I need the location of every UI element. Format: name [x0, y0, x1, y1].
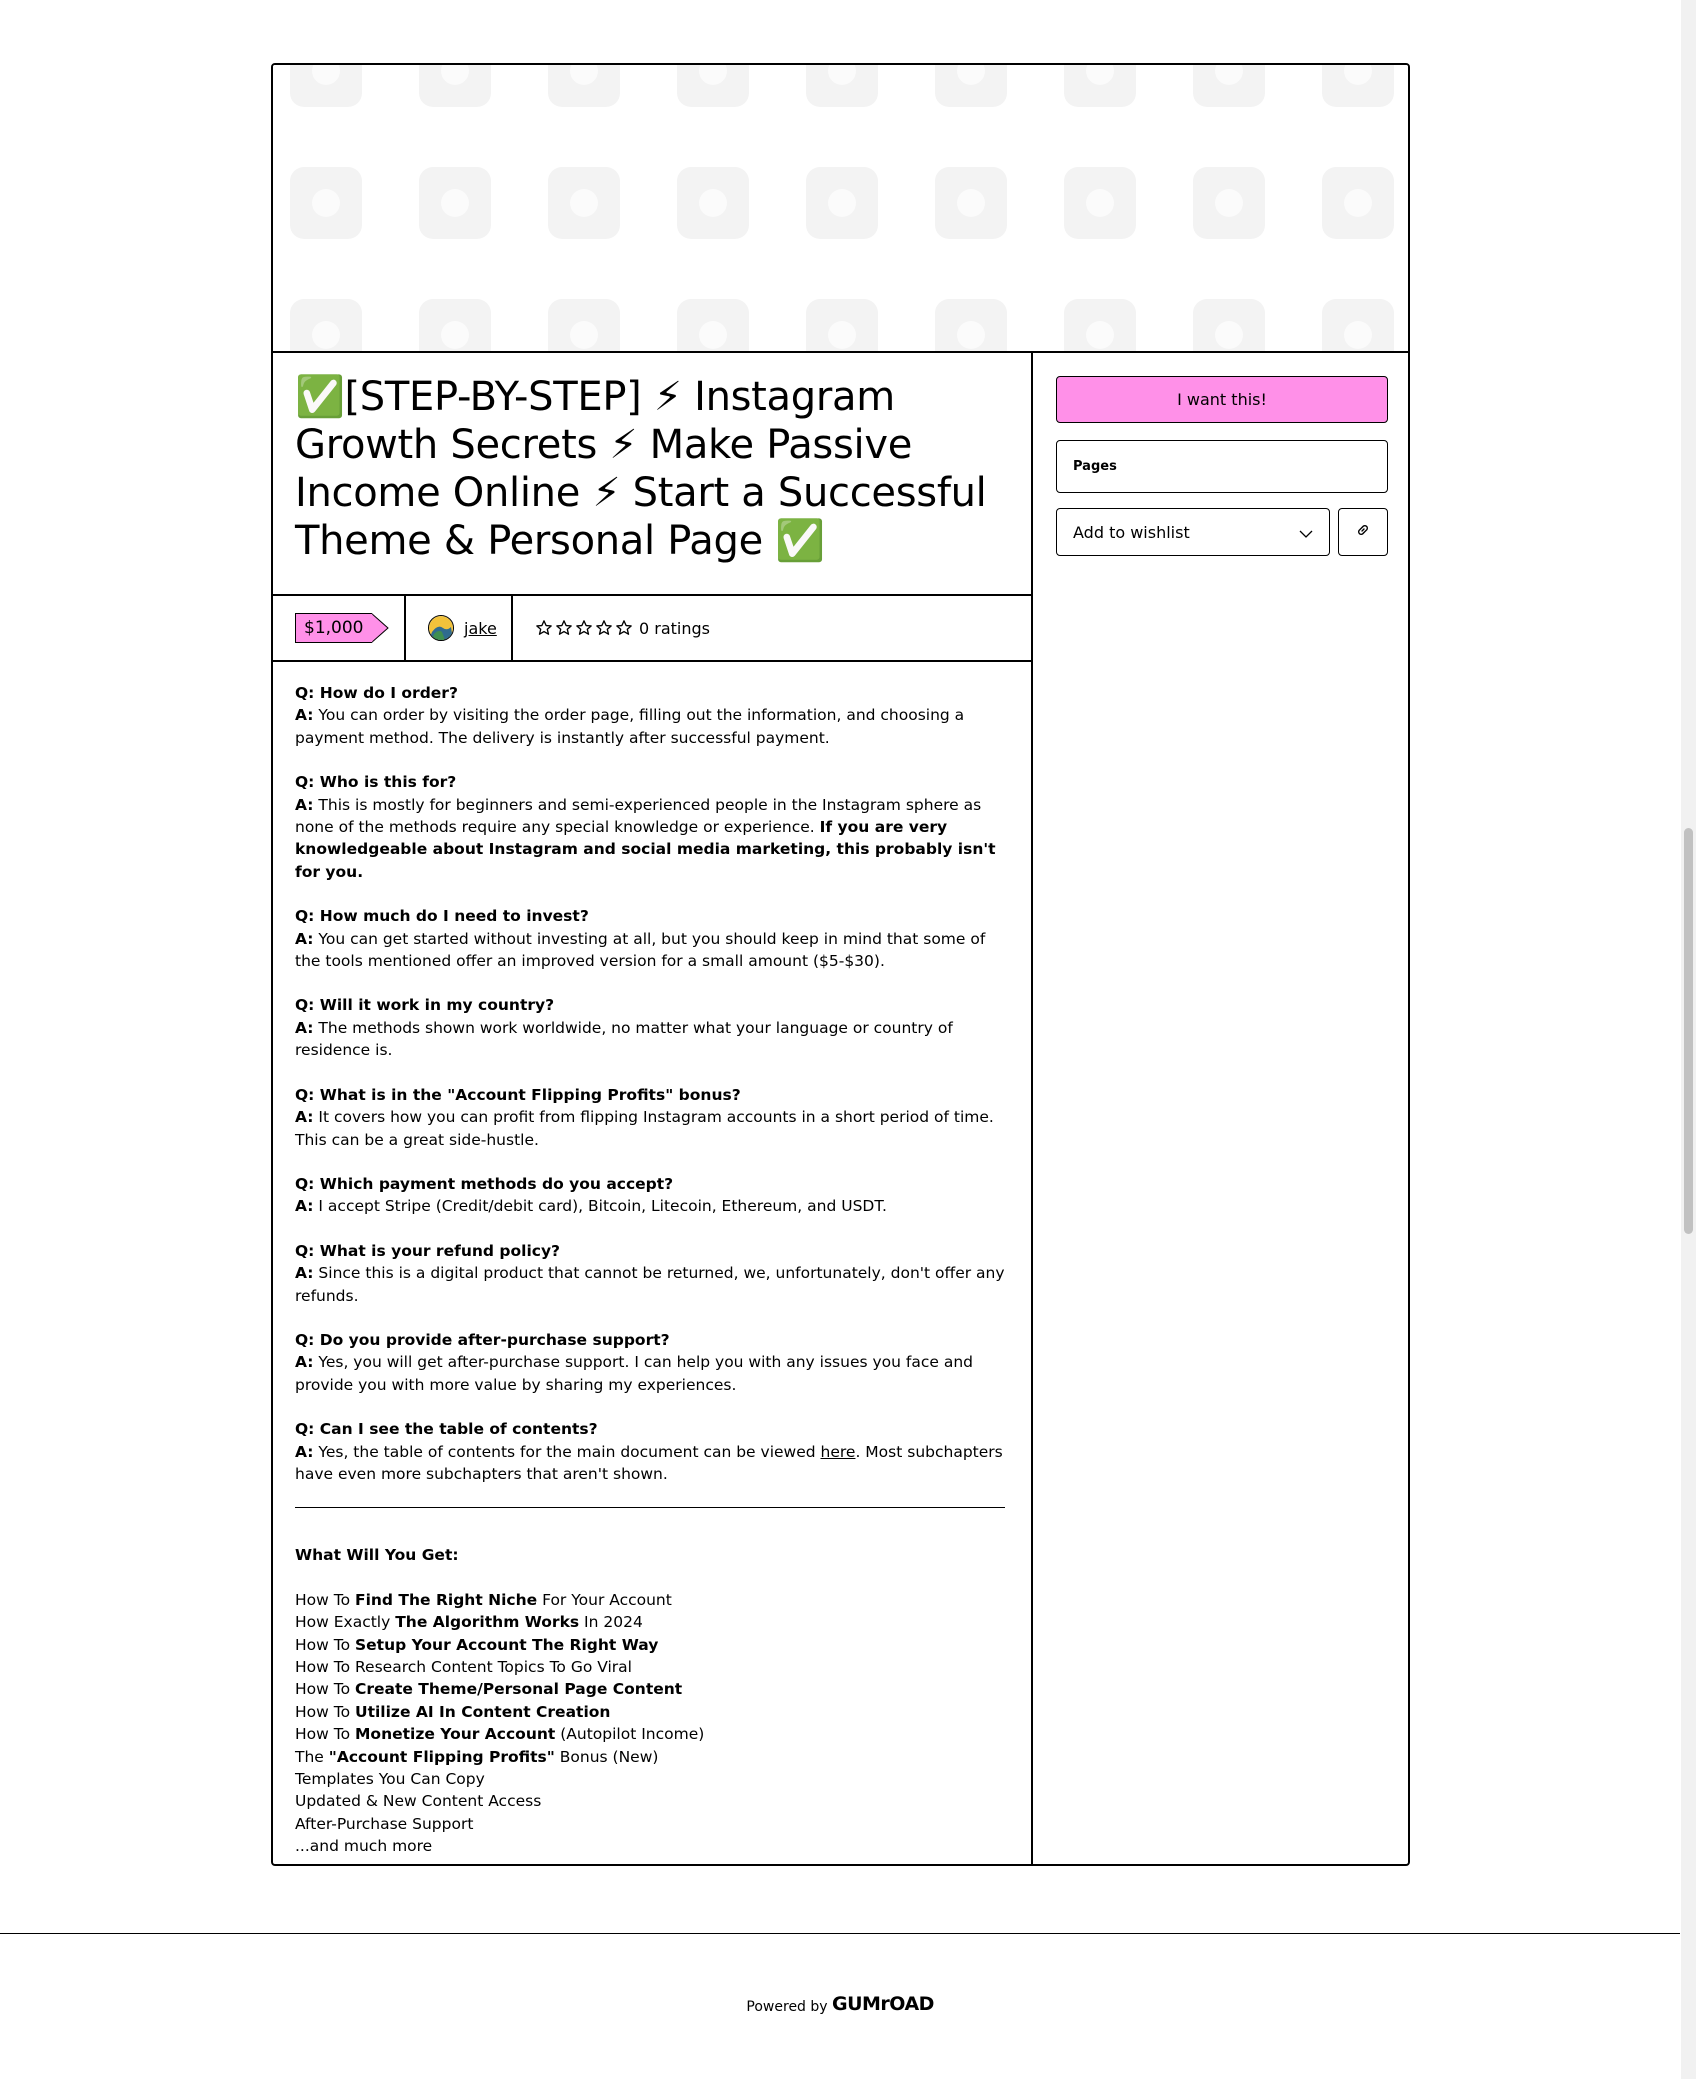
- faq-item: [295, 1418, 1010, 1485]
- text-run: For Your Account: [537, 1590, 672, 1609]
- text-run: How To: [295, 1680, 355, 1699]
- camera-icon: [419, 167, 491, 239]
- faq-answer: [295, 1017, 1010, 1062]
- faq-item: [295, 994, 1010, 1061]
- text-run: In 2024: [579, 1613, 643, 1632]
- rating-cell: [535, 596, 710, 660]
- faq-item: [295, 682, 1010, 749]
- faq-question: Q: How do I order?: [295, 684, 458, 702]
- bold-text: "Account Flipping Profits": [328, 1747, 555, 1766]
- text-run: How To: [295, 1635, 355, 1654]
- text-run: How To: [295, 1702, 355, 1721]
- paperclip-icon: [677, 299, 749, 351]
- product-cover: [273, 65, 1408, 353]
- toc-link[interactable]: here: [820, 1442, 856, 1461]
- document-icon: [935, 65, 1007, 107]
- text-run: Yes, the table of contents for the main document can be viewed: [318, 1442, 821, 1461]
- faq-answer: [295, 1106, 1010, 1151]
- section-divider: [295, 1507, 1005, 1508]
- price-tag-point: [371, 613, 389, 643]
- text-run: How Exactly: [295, 1613, 396, 1632]
- text-run: Bonus (New): [554, 1747, 659, 1766]
- add-to-wishlist-select[interactable]: [1056, 508, 1330, 556]
- text-run: How To Research Content Topics To Go Viral: [295, 1658, 632, 1676]
- card-icon: [1322, 299, 1394, 351]
- page-scrollbar[interactable]: [1681, 0, 1696, 2079]
- faq-answer: [295, 1441, 1010, 1486]
- price-cell: [295, 596, 389, 660]
- star-outline-icon: [575, 619, 593, 637]
- meta-divider: [404, 596, 406, 660]
- text-run: The: [295, 1747, 329, 1766]
- text-run: Templates You Can Copy: [295, 1770, 485, 1789]
- powered-by[interactable]: [0, 1994, 1680, 2019]
- gamepad-icon: [419, 299, 491, 351]
- list-item: [295, 1589, 1010, 1611]
- faq-question: Q: How much do I need to invest?: [295, 907, 589, 926]
- star-outline-icon: [535, 619, 553, 637]
- text-run: The methods shown work worldwide, no matter what your language or country of residence is.: [295, 1018, 953, 1060]
- wishlist-label: Add to wishlist: [1073, 522, 1190, 542]
- bold-text: Create Theme/Personal Page Content: [355, 1680, 683, 1699]
- svg-text:GUMrOAD: GUMrOAD: [831, 1994, 934, 2014]
- creator-link[interactable]: jake: [464, 618, 497, 638]
- bold-text: Find The Right Niche: [355, 1590, 538, 1609]
- faq-answer: [295, 1195, 1010, 1217]
- rating-stars: [535, 619, 633, 637]
- gumroad-logo: [832, 1994, 934, 2019]
- text-run: How To: [295, 1725, 355, 1744]
- book-icon: [806, 65, 878, 107]
- mail-icon: [548, 299, 620, 351]
- store-icon: [548, 167, 620, 239]
- text-run: ...and much more: [295, 1837, 433, 1856]
- box-icon: [677, 65, 749, 107]
- answer-label: A:: [295, 1264, 314, 1283]
- link-icon: [1355, 522, 1371, 542]
- answer-label: A:: [295, 1197, 314, 1216]
- footer-divider: [0, 1933, 1680, 1934]
- ratings-count: 0 ratings: [639, 618, 710, 638]
- balloon-icon: [806, 299, 878, 351]
- list-item: [295, 1813, 1010, 1835]
- faq-question: Q: What is your refund policy?: [295, 1241, 561, 1260]
- faq-item: [295, 1240, 1010, 1307]
- star-outline-icon: [595, 619, 613, 637]
- edit-icon: [1064, 65, 1136, 107]
- faq-answer: [295, 794, 1010, 884]
- copy-link-button[interactable]: [1338, 508, 1388, 556]
- bag-icon: [419, 65, 491, 107]
- list-item: [295, 1656, 1010, 1678]
- price: $1,000: [295, 613, 371, 643]
- copy-icon: [290, 299, 362, 351]
- text-run: (Autopilot Income): [555, 1725, 705, 1744]
- answer-label: A:: [295, 1018, 314, 1037]
- list-item: [295, 1768, 1010, 1790]
- i-want-this-button[interactable]: I want this!: [1056, 376, 1388, 423]
- music-icon: [1064, 167, 1136, 239]
- text-run: After-Purchase Support: [295, 1814, 474, 1833]
- avatar: [428, 615, 454, 641]
- star-outline-icon: [615, 619, 633, 637]
- text-run: You can get started without investing at all, but you should keep in mind that some of the tools mentioned offer an improved version for a small amount ($5-$30).: [295, 929, 986, 971]
- faq-answer: [295, 1262, 1010, 1307]
- video-icon: [548, 65, 620, 107]
- gift-icon: [1322, 167, 1394, 239]
- list-item: [295, 1790, 1010, 1812]
- product-meta-bar: [273, 594, 1031, 662]
- pages-label: Pages: [1073, 459, 1117, 474]
- faq-answer: [295, 704, 1010, 749]
- list-item: [295, 1634, 1010, 1656]
- text-run: Updated & New Content Access: [295, 1792, 542, 1811]
- list-item: [295, 1611, 1010, 1633]
- bold-text: Setup Your Account The Right Way: [355, 1635, 659, 1654]
- list-item: [295, 1678, 1010, 1700]
- text-run: It covers how you can profit from flipping Instagram accounts in a short period of time. This can be a great side-hustle.: [295, 1108, 994, 1149]
- list-item: [295, 1701, 1010, 1723]
- file-icon: [1193, 299, 1265, 351]
- cover-pattern: [273, 65, 1408, 351]
- bold-text: Utilize AI In Content Creation: [355, 1702, 611, 1721]
- image-icon: [1193, 167, 1265, 239]
- faq-question: Q: Which payment methods do you accept?: [295, 1174, 674, 1193]
- bold-text: The Algorithm Works: [395, 1613, 580, 1632]
- faq-item: [295, 1329, 1010, 1396]
- faq-question: Q: What is in the "Account Flipping Profits" bonus?: [295, 1085, 741, 1104]
- faq-item: [295, 1084, 1010, 1151]
- faq-item: [295, 905, 1010, 972]
- chevron-down-icon: [1299, 523, 1313, 542]
- text-run: This is mostly for beginners and semi-experienced people in the Instagram sphere as none of the methods require any special knowledge or experience.: [295, 795, 982, 837]
- cart-icon: [935, 299, 1007, 351]
- text-run: Yes, you will get after-purchase support. I can help you with any issues you face and provide you with more value by sharing my experiences.: [295, 1353, 973, 1394]
- file-play-icon: [806, 167, 878, 239]
- text-run: How To: [295, 1590, 355, 1609]
- answer-label: A:: [295, 929, 314, 948]
- powered-by-text: Powered by: [746, 1998, 828, 2015]
- pages-info: [1056, 440, 1388, 493]
- faq-item: [295, 771, 1010, 883]
- faq-item: [295, 1173, 1010, 1218]
- faq-question: Q: Can I see the table of contents?: [295, 1420, 598, 1439]
- what-you-get-list: [295, 1589, 1010, 1858]
- text-run: . Most subchapters have even more subchapters that aren't shown.: [295, 1442, 1003, 1483]
- text-run: Since this is a digital product that cannot be returned, we, unfortunately, don't offer any refunds.: [295, 1264, 1005, 1305]
- faq-question: Q: Do you provide after-purchase support?: [295, 1330, 670, 1349]
- bold-text: If you are very knowledgeable about Instagram and social media marketing, this probably isn't for you.: [295, 818, 996, 881]
- faq-answer: [295, 1351, 1010, 1396]
- product-main: [273, 353, 1033, 1866]
- faq-question: Q: Will it work in my country?: [295, 996, 555, 1015]
- speaker-icon: [290, 65, 362, 107]
- faq-question: Q: Who is this for?: [295, 773, 457, 792]
- bold-text: Monetize Your Account: [355, 1725, 556, 1744]
- camera-icon: [1193, 65, 1265, 107]
- answer-label: A:: [295, 1442, 314, 1461]
- text-run: You can order by visiting the order page, filling out the information, and choosing a payment method. The delivery is instantly after successful payment.: [295, 706, 965, 747]
- gift-icon: [1322, 65, 1394, 107]
- scrollbar-thumb[interactable]: [1684, 828, 1693, 1234]
- product-card: [271, 63, 1410, 1866]
- play-icon: [290, 167, 362, 239]
- product-description: [295, 682, 1010, 1858]
- creator-cell[interactable]: [428, 596, 497, 660]
- list-item: [295, 1835, 1010, 1857]
- product-title: ✅[STEP-BY-STEP] ⚡ Instagram Growth Secrets ⚡ Make Passive Income Online ⚡ Start a Successful Theme & Personal Page ✅: [295, 374, 987, 564]
- store-icon: [677, 167, 749, 239]
- folder-icon: [935, 167, 1007, 239]
- headphones-icon: [1064, 299, 1136, 351]
- list-item: [295, 1723, 1010, 1745]
- what-you-get-title: What Will You Get:: [295, 1546, 459, 1565]
- answer-label: A:: [295, 1353, 314, 1372]
- meta-divider: [511, 596, 513, 660]
- answer-label: A:: [295, 795, 314, 814]
- star-outline-icon: [555, 619, 573, 637]
- faq-answer: [295, 928, 1010, 973]
- answer-label: A:: [295, 1108, 314, 1127]
- text-run: I accept Stripe (Credit/debit card), Bitcoin, Litecoin, Ethereum, and USDT.: [318, 1197, 887, 1216]
- list-item: [295, 1746, 1010, 1768]
- answer-label: A:: [295, 706, 314, 725]
- price-tag: [295, 612, 389, 644]
- purchase-sidebar: [1033, 353, 1408, 1866]
